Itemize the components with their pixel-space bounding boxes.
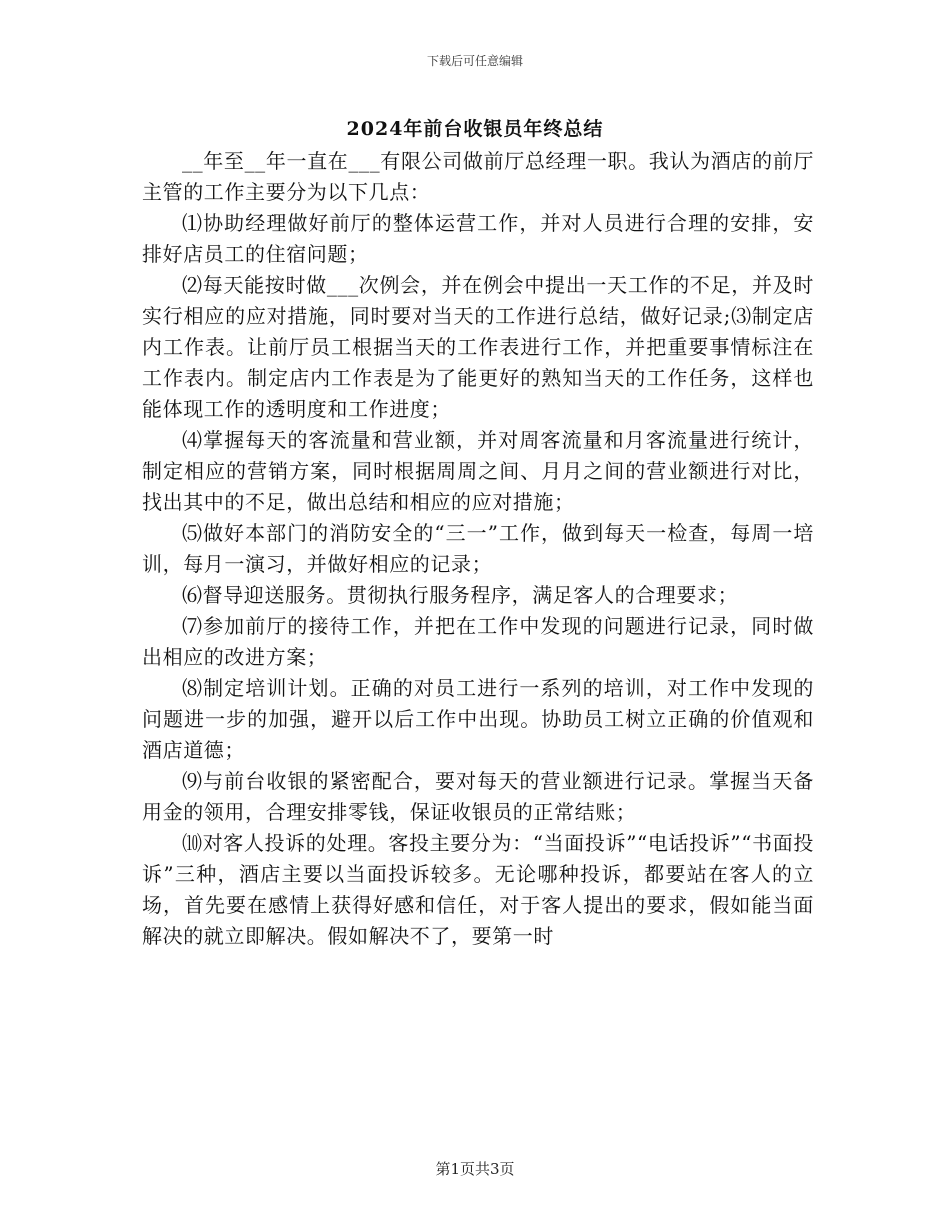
paragraph-item-5: ⑸做好本部门的消防安全的“三一”工作，做到每天一检查，每周一培训，每月一演习，并做好相应的记录； [142,521,814,576]
document-body [142,146,814,952]
page-number: 第1页共3页 [435,1160,515,1178]
paragraph-item-7: ⑺参加前厅的接待工作，并把在工作中发现的问题进行记录，同时做出相应的改进方案； [142,614,814,669]
paragraph-item-8: ⑻制定培训计划。正确的对员工进行一系列的培训，对工作中发现的问题进一步的加强，避开以后工作中出现。协助员工树立正确的价值观和酒店道德； [142,676,814,762]
paragraph-item-1: ⑴协助经理做好前厅的整体运营工作，并对人员进行合理的安排，安排好店员工的住宿问题； [142,211,814,266]
paragraph-item-10: ⑽对客人投诉的处理。客投主要分为：“当面投诉”“电话投诉”“书面投诉”三种，酒店主要以当面投诉较多。无论哪种投诉，都要站在客人的立场，首先要在感情上获得好感和信任，对于客人提出的要求，假如能当面解决的就立即解决。假如解决不了，要第一时 [142,831,814,948]
document-title: 2024年前台收银员年终总结 [346,118,604,140]
paragraph-item-4: ⑷掌握每天的客流量和营业额，并对周客流量和月客流量进行统计，制定相应的营销方案，同时根据周周之间、月月之间的营业额进行对比，找出其中的不足，做出总结和相应的应对措施； [142,428,814,514]
paragraph-item-9: ⑼与前台收银的紧密配合，要对每天的营业额进行记录。掌握当天备用金的领用，合理安排零钱，保证收银员的正常结账； [142,769,814,824]
paragraph-item-6: ⑹督导迎送服务。贯彻执行服务程序，满足客人的合理要求； [182,583,739,607]
paragraph-intro: __年至__年一直在___有限公司做前厅总经理一职。我认为酒店的前厅主管的工作主要分为以下几点： [142,149,814,204]
paragraph-item-2-3: ⑵每天能按时做___次例会，并在例会中提出一天工作的不足，并及时实行相应的应对措施，同时要对当天的工作进行总结，做好记录;⑶制定店内工作表。让前厅员工根据当天的工作表进行工作，并把重要事情标注在工作表内。制定店内工作表是为了能更好的熟知当天的工作任务，这样也能体现工作的透明度和工作进度； [142,273,814,421]
download-note: 下载后可任意编辑 [426,54,523,68]
